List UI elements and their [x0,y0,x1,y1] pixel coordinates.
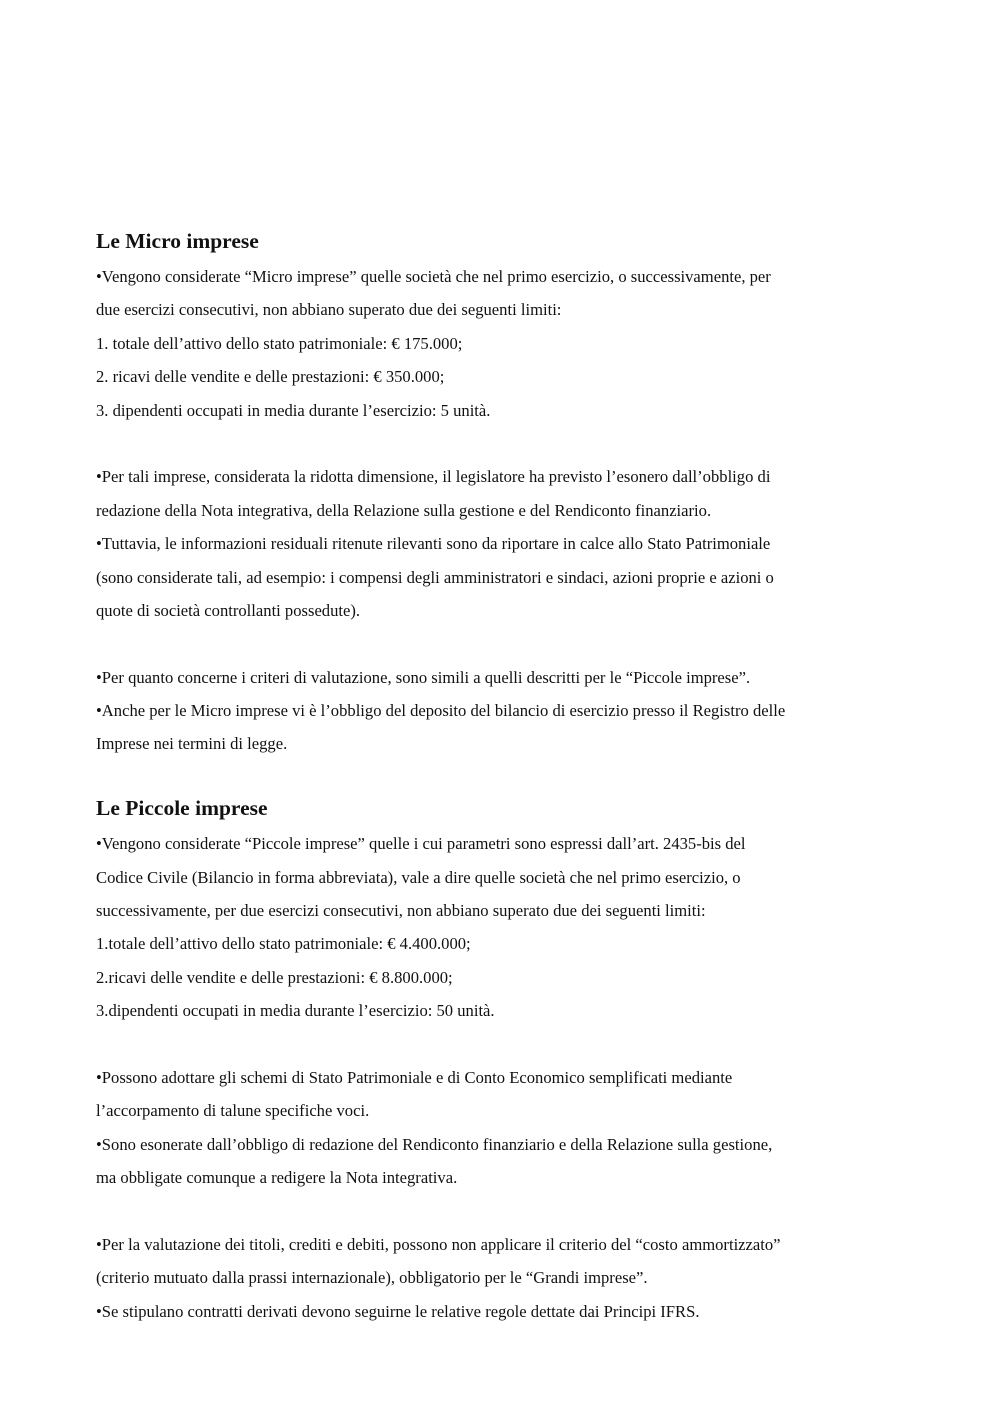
text-line: •Se stipulano contratti derivati devono seguirne le relative regole dettate dai Principi IFRS. [96,1301,700,1321]
paragraph-gap [96,1028,906,1061]
text-line: •Per la valutazione dei titoli, crediti e debiti, possono non applicare il criterio del “costo ammortizzato” [96,1234,781,1254]
text-line: •Vengono considerate “Piccole imprese” quelle i cui parametri sono espressi dall’art. 2435-bis del [96,834,746,854]
document-page [96,227,906,1328]
text-line: •Per tali imprese, considerata la ridotta dimensione, il legislatore ha previsto l’esonero dall’obbligo di [96,467,771,487]
section-heading-piccole-imprese: Le Piccole imprese [96,796,268,821]
text-line: successivamente, per due esercizi consecutivi, non abbiano superato due dei seguenti limiti: [96,901,706,921]
paragraph-gap [96,1195,906,1228]
text-line: (sono considerate tali, ad esempio: i compensi degli amministratori e sindaci, azioni proprie e azioni o [96,567,774,587]
list-item: 1. totale dell’attivo dello stato patrimoniale: € 175.000; [96,333,463,353]
text-line: •Possono adottare gli schemi di Stato Patrimoniale e di Conto Economico semplificati mediante [96,1067,733,1087]
text-line: l’accorpamento di talune specifiche voci. [96,1101,370,1121]
list-item: 1.totale dell’attivo dello stato patrimoniale: € 4.400.000; [96,934,471,954]
text-line: •Anche per le Micro imprese vi è l’obbligo del deposito del bilancio di esercizio presso il Registro delle [96,701,786,721]
paragraph-gap [96,761,906,794]
list-item: 2.ricavi delle vendite e delle prestazioni: € 8.800.000; [96,967,453,987]
text-line: •Vengono considerate “Micro imprese” quelle società che nel primo esercizio, o successivamente, per [96,267,771,286]
text-line: ma obbligate comunque a redigere la Nota integrativa. [96,1168,458,1188]
section-heading-micro-imprese: Le Micro imprese [96,229,259,253]
list-item: 3.dipendenti occupati in media durante l’esercizio: 50 unità. [96,1001,495,1021]
text-line: Imprese nei termini di legge. [96,734,288,754]
list-item: 3. dipendenti occupati in media durante l’esercizio: 5 unità. [96,400,491,420]
text-line: Codice Civile (Bilancio in forma abbreviata), vale a dire quelle società che nel primo esercizio, o [96,867,741,887]
text-line: (criterio mutuato dalla prassi internazionale), obbligatorio per le “Grandi imprese”. [96,1268,648,1288]
text-line: redazione della Nota integrativa, della Relazione sulla gestione e del Rendiconto finanziario. [96,500,712,520]
paragraph-gap [96,627,906,660]
text-line: due esercizi consecutivi, non abbiano superato due dei seguenti limiti: [96,300,562,320]
text-line: quote di società controllanti possedute). [96,600,361,620]
text-line: •Per quanto concerne i criteri di valutazione, sono simili a quelli descritti per le “Piccole imprese”. [96,667,751,687]
list-item: 2. ricavi delle vendite e delle prestazioni: € 350.000; [96,367,445,387]
text-line: •Sono esonerate dall’obbligo di redazione del Rendiconto finanziario e della Relazione sulla gestione, [96,1134,773,1154]
text-line: •Tuttavia, le informazioni residuali ritenute rilevanti sono da riportare in calce allo Stato Patrimoniale [96,534,771,554]
paragraph-gap [96,427,906,460]
